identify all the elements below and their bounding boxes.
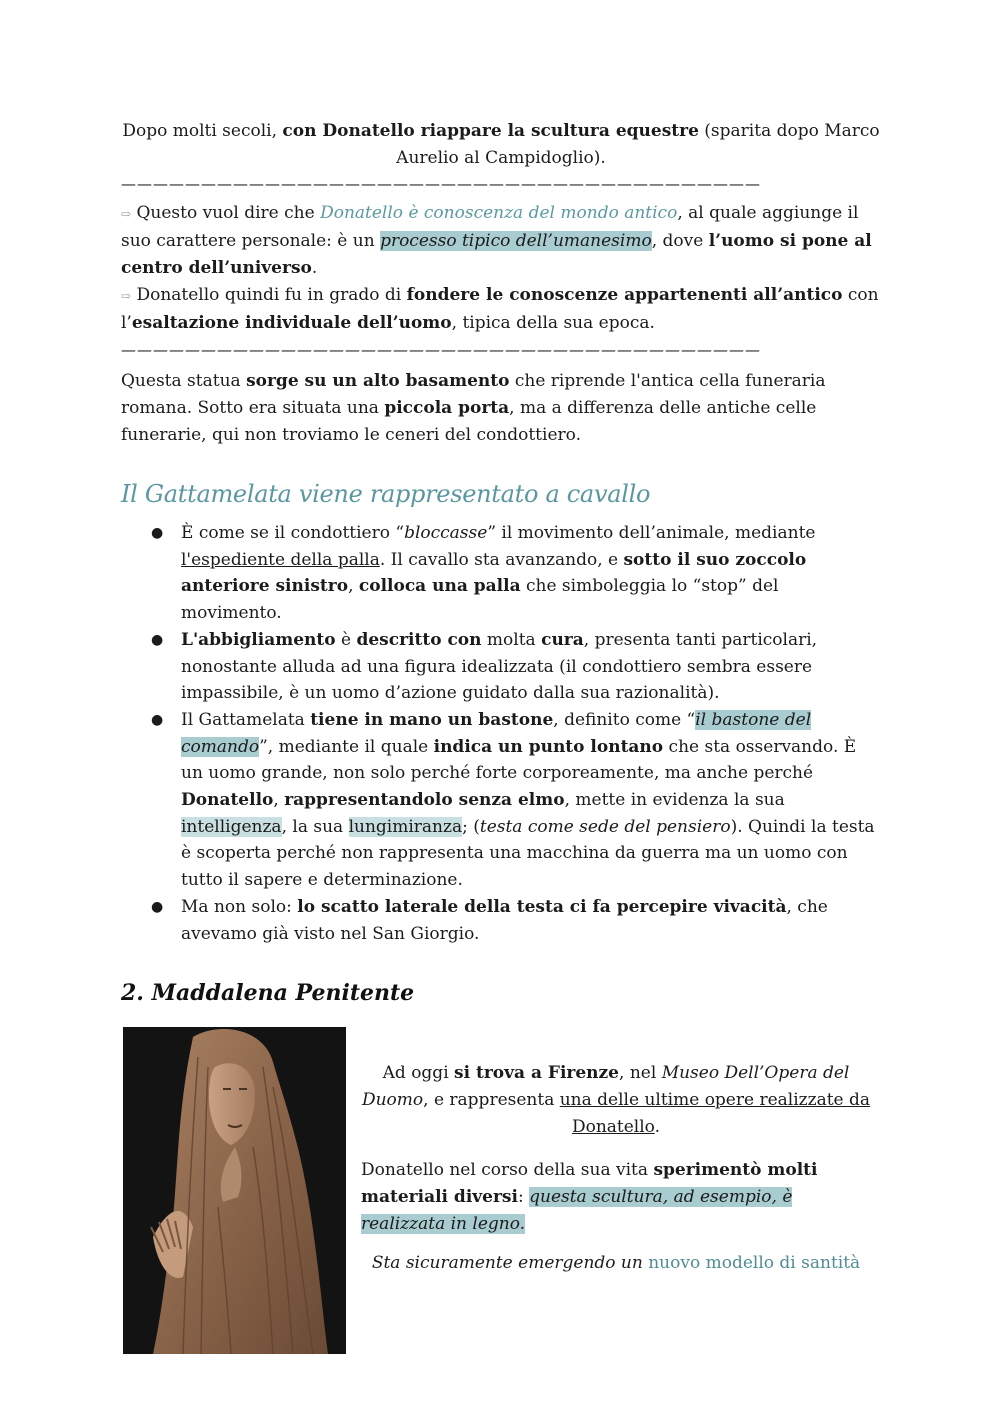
text: Ma non solo: <box>181 896 298 917</box>
text: Donatello quindi fu in grado di <box>131 285 407 305</box>
highlighted-phrase: processo tipico dell’umanesimo <box>380 231 652 251</box>
bold-phrase: L'abbigliamento <box>181 629 336 650</box>
bold-phrase: si trova a Firenze <box>454 1063 620 1083</box>
bold-phrase: rappresentandolo senza elmo <box>284 790 565 811</box>
sculpture-illustration <box>123 1027 346 1354</box>
intro-text: Dopo molti secoli, <box>122 121 283 141</box>
intro-text-end: (sparita dopo Marco Aurelio al Campidoglio). <box>396 121 880 168</box>
arrow-icon: ⇨ <box>121 207 132 221</box>
text: Ad oggi <box>382 1063 455 1083</box>
bold-phrase: l’uomo si pone al centro dell’universo <box>121 231 872 278</box>
paragraph-statua <box>121 368 881 449</box>
text: . Il cavallo sta avanzando, e <box>379 549 624 570</box>
text: , dove <box>651 231 709 251</box>
bold-phrase: piccola porta <box>384 398 510 418</box>
bold-phrase: descritto con <box>356 629 482 650</box>
arrow-icon: ⇨ <box>121 289 132 303</box>
text: , e rappresenta <box>423 1090 560 1110</box>
paragraph-conoscenza <box>121 200 881 282</box>
list-item <box>121 707 881 894</box>
text: molta <box>481 629 542 650</box>
text: ; ( <box>462 816 480 837</box>
divider-line: ———————————————————————————————————————— <box>121 175 761 193</box>
text: , presenta tanti particolari, nonostante alluda ad una figura idealizzata (il condottiero sembra essere impassibile, è un uomo d’azione guidato dalla sua razionalità). <box>181 629 818 704</box>
paragraph-firenze <box>361 1060 871 1141</box>
highlighted-word: intelligenza <box>181 816 282 837</box>
bullet-icon: ● <box>151 525 164 541</box>
list-item <box>121 520 881 627</box>
bold-phrase: sotto il suo zoccolo anteriore sinistro <box>181 549 807 597</box>
list-item <box>121 627 881 707</box>
divider-line: ———————————————————————————————————————— <box>121 341 761 359</box>
text: . <box>311 258 318 278</box>
paragraph-materiali <box>361 1157 871 1238</box>
text: , <box>348 576 359 597</box>
maddalena-description <box>361 1060 871 1277</box>
text: , che avevamo già visto nel San Giorgio. <box>181 896 828 944</box>
text: ” il movimento dell’animale, mediante <box>487 523 816 543</box>
text: che sta osservando. È un uomo grande, non solo perché forte corporeamente, ma anche perché <box>181 736 857 784</box>
bold-phrase: lo scatto laterale della testa ci fa percepire vivacità <box>297 896 787 917</box>
list-item <box>121 894 881 947</box>
text: Donatello nel corso della sua vita <box>361 1160 654 1180</box>
text: ). Quindi la testa è scoperta perché non rappresenta una macchina da guerra ma un uomo con tutto il sapere e determinazione. <box>181 816 875 891</box>
italic-phrase: Sta sicuramente emergendo un <box>371 1253 649 1273</box>
text: Questa statua <box>121 371 247 391</box>
underlined-phrase: una delle ultime opere realizzate da Donatello <box>559 1090 871 1137</box>
maddalena-sculpture-image <box>123 1027 346 1354</box>
text: è <box>335 629 357 650</box>
text: , definito come “ <box>553 709 696 730</box>
text: , nel <box>619 1063 662 1083</box>
bold-phrase: Donatello <box>181 790 274 811</box>
bullet-icon: ● <box>151 711 164 728</box>
paragraph-santita <box>361 1250 871 1277</box>
paragraph-fondere <box>121 282 881 337</box>
text: , ma a differenza delle antiche celle funerarie, qui non troviamo le ceneri del condottiero. <box>121 398 817 445</box>
heading-maddalena: 2. Maddalena Penitente <box>121 980 415 1006</box>
text: , mette in evidenza la sua <box>564 790 785 811</box>
text: che riprende l'antica cella funeraria romana. Sotto era situata una <box>121 371 826 418</box>
bold-phrase: tiene in mano un bastone <box>310 709 554 730</box>
text: Questo vuol dire che <box>131 203 321 223</box>
text: con l’ <box>121 285 879 333</box>
italic-phrase: testa come sede del pensiero <box>479 816 731 837</box>
italic-word: bloccasse <box>404 523 488 543</box>
bold-phrase: cura <box>541 629 584 650</box>
highlighted-phrase: il bastone del comando <box>181 709 812 757</box>
teal-phrase: Donatello è conoscenza del mondo antico <box>320 203 678 223</box>
bullet-icon: ● <box>151 631 164 648</box>
bullet-icon: ● <box>151 898 164 915</box>
text: . <box>654 1117 661 1137</box>
intro-bold: con Donatello riappare la scultura equestre <box>282 121 699 141</box>
highlighted-word: lungimiranza <box>348 816 463 837</box>
text: : <box>517 1187 530 1207</box>
text: che simboleggia lo “stop” del movimento. <box>181 576 779 624</box>
teal-phrase: nuovo modello di santità <box>648 1253 861 1273</box>
text: , la sua <box>281 816 349 837</box>
bold-phrase: fondere le conoscenze appartenenti all’antico <box>406 285 843 305</box>
underlined-phrase: l'espediente della palla <box>181 549 380 570</box>
text: , al quale aggiunge il suo carattere personale: è un <box>121 203 859 251</box>
text: È come se il condottiero “ <box>181 523 405 543</box>
bold-phrase: colloca una palla <box>358 576 521 597</box>
bold-phrase: sorge su un alto basamento <box>246 371 510 391</box>
text: ”, mediante il quale <box>259 736 434 757</box>
highlighted-phrase: questa scultura, ad esempio, è realizzata in legno. <box>361 1187 793 1234</box>
bold-phrase: indica un punto lontano <box>433 736 664 757</box>
text: , <box>273 790 285 811</box>
text: , tipica della sua epoca. <box>451 313 655 333</box>
bold-phrase: esaltazione individuale dell’uomo <box>131 313 452 333</box>
bullet-list <box>121 520 881 947</box>
italic-phrase: Museo Dell’Opera del Duomo <box>361 1063 850 1110</box>
text: Il Gattamelata <box>181 709 311 730</box>
heading-cavallo: Il Gattamelata viene rappresentato a cavallo <box>121 480 651 508</box>
bold-phrase: sperimentò molti materiali diversi <box>361 1160 818 1207</box>
intro-paragraph <box>121 118 881 172</box>
